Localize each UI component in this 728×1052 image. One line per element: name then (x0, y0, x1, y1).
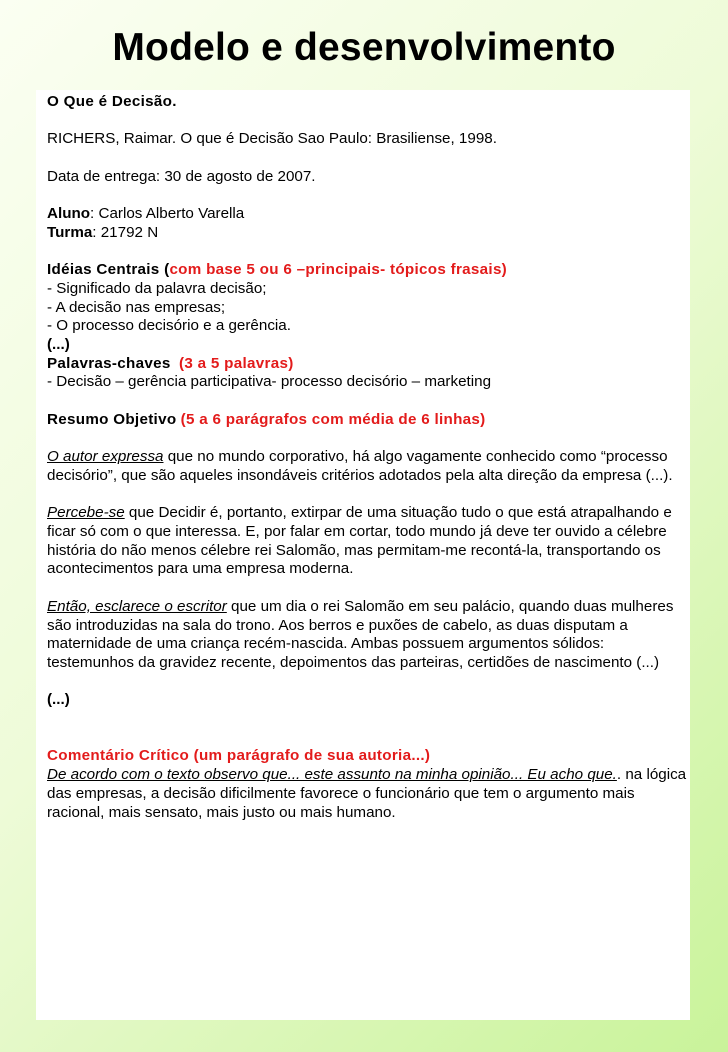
summary-paragraph (47, 448, 687, 485)
student-line (47, 205, 687, 224)
class-line (47, 224, 687, 243)
class-value: : 21792 N (92, 223, 159, 241)
keywords-note: (3 a 5 palavras) (179, 354, 294, 372)
central-idea-item: - A decisão nas empresas; (47, 298, 226, 316)
central-ideas-note: com base 5 ou 6 –principais- tópicos frasais) (169, 261, 508, 279)
document-heading: O Que é Decisão. (47, 93, 177, 110)
reference: RICHERS, Raimar. O que é Decisão Sao Paulo: Brasiliense, 1998. (47, 130, 497, 148)
critique-lead: De acordo com o texto observo que... este assunto na minha opinião... Eu acho que. (47, 766, 617, 784)
central-idea-item: - O processo decisório e a gerência. (47, 317, 291, 335)
central-ideas-ellipsis: (...) (47, 336, 70, 354)
summary-paragraph-lead: Percebe-se (47, 504, 125, 522)
document-body (47, 93, 687, 822)
keywords-text: - Decisão – gerência participativa- processo decisório – marketing (47, 373, 492, 391)
page-title: Modelo e desenvolvimento (112, 26, 616, 69)
summary-paragraph-text: que Decidir é, portanto, extirpar de uma situação tudo o que está atrapalhando e ficar só com o que interessa. E, por falar em cortar, todo mundo já deve ter ouvido a célebre história do não menos célebre rei Salomão, mas permitam-me recontá-la, transportando os acontecimentos para uma empresa moderna. (47, 504, 672, 578)
summary-paragraph (47, 504, 687, 579)
keywords-label: Palavras-chaves (47, 354, 171, 372)
central-ideas-heading (47, 261, 687, 280)
central-idea-item: - Significado da palavra decisão; (47, 279, 267, 297)
class-label: Turma (47, 223, 93, 241)
keywords-heading (47, 355, 687, 374)
critique-paragraph (47, 766, 687, 822)
summary-heading (47, 411, 687, 430)
summary-ellipsis: (...) (47, 691, 70, 709)
summary-paragraph-text: que no mundo corporativo, há algo vagamente conhecido como “processo decisório”, que são aqueles insondáveis critérios adotados pela alta direção da empresa (...). (47, 448, 673, 484)
summary-label: Resumo Objetivo (47, 410, 177, 428)
summary-paragraph-text: que um dia o rei Salomão em seu palácio, quando duas mulheres são introduzidas na sala do trono. Aos berros e puxões de cabelo, as duas disputam a maternidade de uma criança recém-nascida. Ambas possuem argumentos sólidos: testemunhos da gravidez recente, depoimentos das parteiras, certidões de nascimento (...) (47, 597, 674, 671)
student-name: : Carlos Alberto Varella (90, 205, 245, 223)
student-label: Aluno (47, 205, 91, 223)
delivery-date: Data de entrega: 30 de agosto de 2007. (47, 167, 316, 185)
summary-note: (5 a 6 parágrafos com média de 6 linhas) (180, 410, 486, 428)
critique-heading: Comentário Crítico (um parágrafo de sua autoria...) (47, 747, 431, 765)
summary-paragraph-lead: O autor expressa (47, 448, 164, 466)
central-ideas-label: Idéias Centrais ( (47, 261, 170, 279)
summary-paragraph-lead: Então, esclarece o escritor (47, 597, 227, 615)
critique-text: . na lógica das empresas, a decisão dificilmente favorece o funcionário que tem o argumento mais racional, mais sensato, mais justo ou mais humano. (47, 766, 687, 821)
summary-paragraph (47, 598, 687, 673)
